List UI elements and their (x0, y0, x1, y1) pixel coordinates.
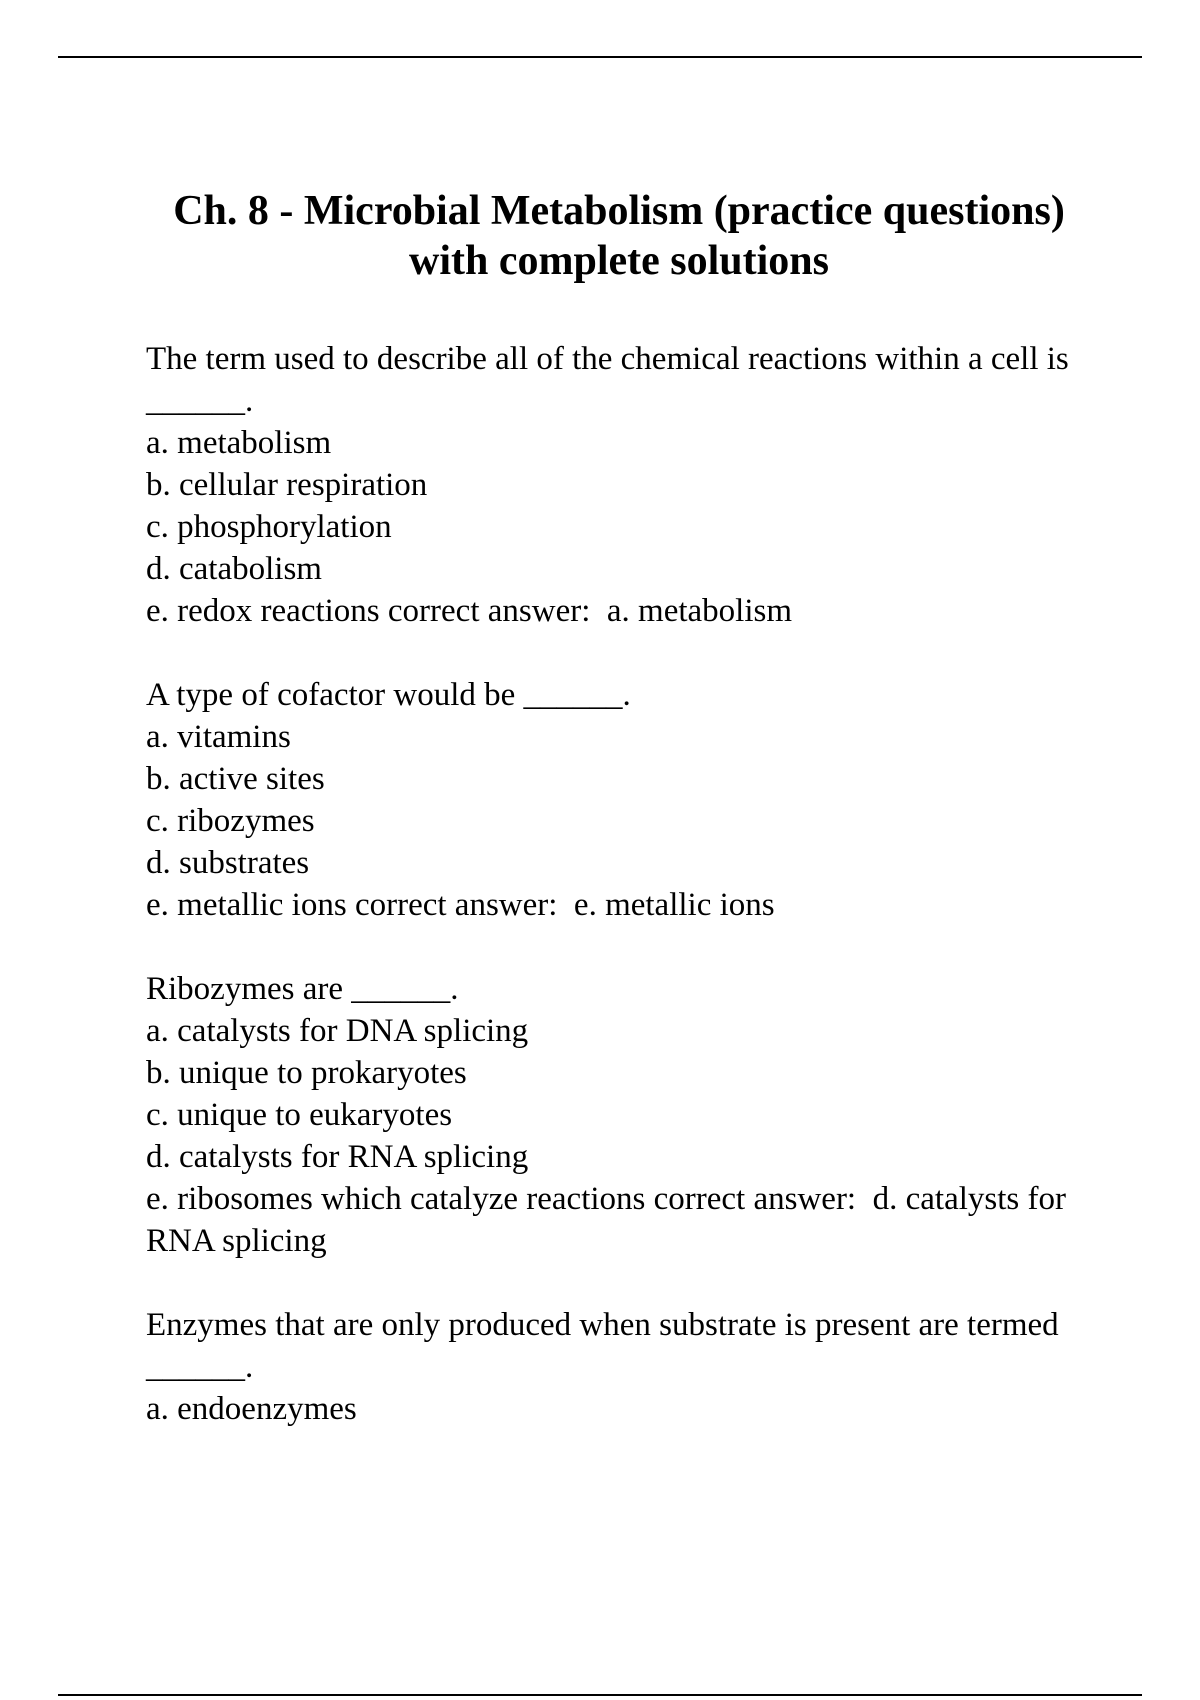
question-2 (146, 674, 1086, 926)
option-e-with-answer (146, 884, 1086, 926)
option-b: b. unique to prokaryotes (146, 1055, 467, 1091)
option-e: e. metallic ions (146, 887, 347, 923)
question-prompt: A type of cofactor would be ______. (146, 677, 631, 713)
option-e: e. redox reactions (146, 593, 380, 629)
correct-answer: d. catalysts for RNA splicing (146, 1181, 1066, 1259)
option-b: b. active sites (146, 761, 325, 797)
option-c: c. ribozymes (146, 803, 315, 839)
question-prompt: Enzymes that are only produced when substrate is present are termed ______. (146, 1307, 1059, 1385)
question-4 (146, 1304, 1086, 1430)
option-e: e. ribosomes which catalyze reactions (146, 1181, 646, 1217)
header-rule (58, 56, 1142, 58)
option-c: c. phosphorylation (146, 509, 392, 545)
question-1 (146, 338, 1086, 632)
option-c: c. unique to eukaryotes (146, 1097, 453, 1133)
option-a: a. catalysts for DNA splicing (146, 1013, 529, 1049)
answer-label: correct answer: (346, 887, 574, 923)
option-d: d. catabolism (146, 551, 322, 587)
option-a: a. metabolism (146, 425, 332, 461)
option-d: d. catalysts for RNA splicing (146, 1139, 529, 1175)
correct-answer: a. metabolism (606, 593, 793, 629)
title-line-1: Ch. 8 - Microbial Metabolism (practice questions) (173, 188, 1065, 234)
answer-label: correct answer: (379, 593, 607, 629)
option-b: b. cellular respiration (146, 467, 428, 503)
correct-answer: e. metallic ions (573, 887, 775, 923)
option-a: a. vitamins (146, 719, 291, 755)
footer-rule (58, 1694, 1142, 1696)
question-prompt: The term used to describe all of the chemical reactions within a cell is ______. (146, 341, 1069, 419)
option-d: d. substrates (146, 845, 310, 881)
answer-label: correct answer: (645, 1181, 873, 1217)
option-a: a. endoenzymes (146, 1391, 357, 1427)
document-title (146, 186, 1092, 286)
option-e-with-answer (146, 590, 1086, 632)
title-line-2: with complete solutions (409, 238, 829, 284)
option-e-with-answer (146, 1178, 1086, 1262)
question-3 (146, 968, 1086, 1262)
question-list (146, 338, 1086, 1472)
question-prompt: Ribozymes are ______. (146, 971, 459, 1007)
